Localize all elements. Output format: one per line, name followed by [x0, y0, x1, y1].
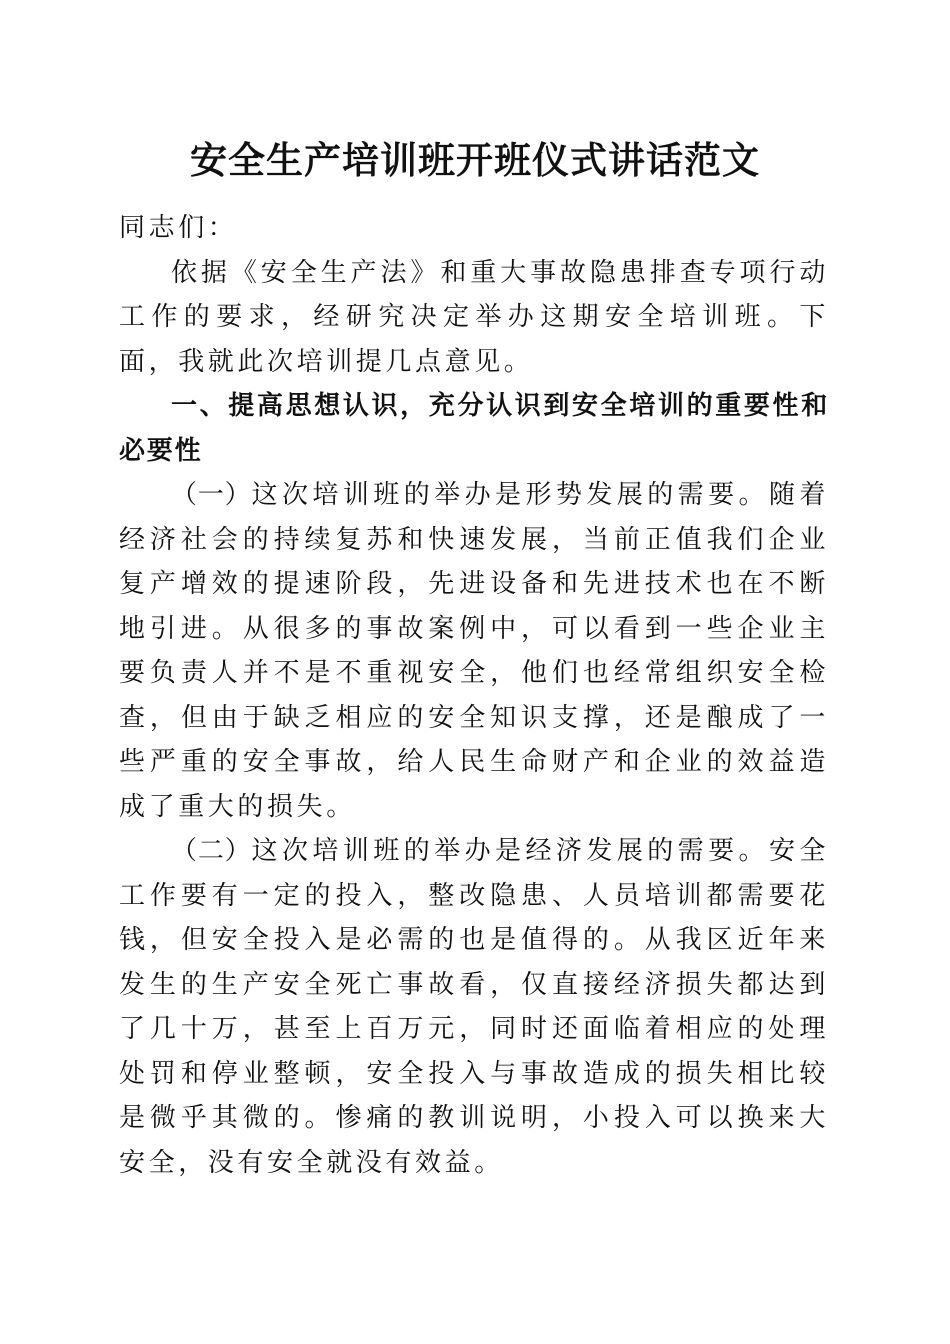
- item-text-2: 这次培训班的举办是经济发展的需要。安全工作要有一定的投入，整改隐患、人员培训都需要花钱，但安全投入是必需的也是值得的。从我区近年来发生的生产安全死亡事故看，仅直接经济损失都达到了几十万，甚至上百万元，同时还面临着相应的处理处罚和停业整顿，安全投入与事故造成的损失相比较是微乎其微的。惨痛的教训说明，小投入可以换来大安全，没有安全就没有效益。: [119, 836, 829, 1178]
- salutation: 同志们：: [119, 213, 238, 243]
- item-label-1: （一）: [171, 480, 252, 510]
- document-title: 安全生产培训班开班仪式讲话范文: [190, 138, 760, 182]
- item-label-2: （二）: [171, 836, 252, 866]
- paragraph-item-2: [119, 829, 829, 1185]
- item-text-1: 这次培训班的举办是形势发展的需要。随着经济社会的持续复苏和快速发展，当前正值我们企业复产增效的提速阶段，先进设备和先进技术也在不断地引进。从很多的事故案例中，可以看到一些企业主要负责人并不是不重视安全，他们也经常组织安全检查，但由于缺乏相应的安全知识支撑，还是酿成了一些严重的安全事故，给人民生命财产和企业的效益造成了重大的损失。: [119, 480, 829, 822]
- intro-paragraph: 依据《安全生产法》和重大事故隐患排查专项行动工作的要求，经研究决定举办这期安全培训班。下面，我就此次培训提几点意见。: [119, 257, 829, 377]
- section-heading-1: 一、提高思想认识，充分认识到安全培训的重要性和必要性: [119, 391, 829, 466]
- paragraph-item-1: [119, 473, 829, 829]
- document-body: [119, 206, 829, 1185]
